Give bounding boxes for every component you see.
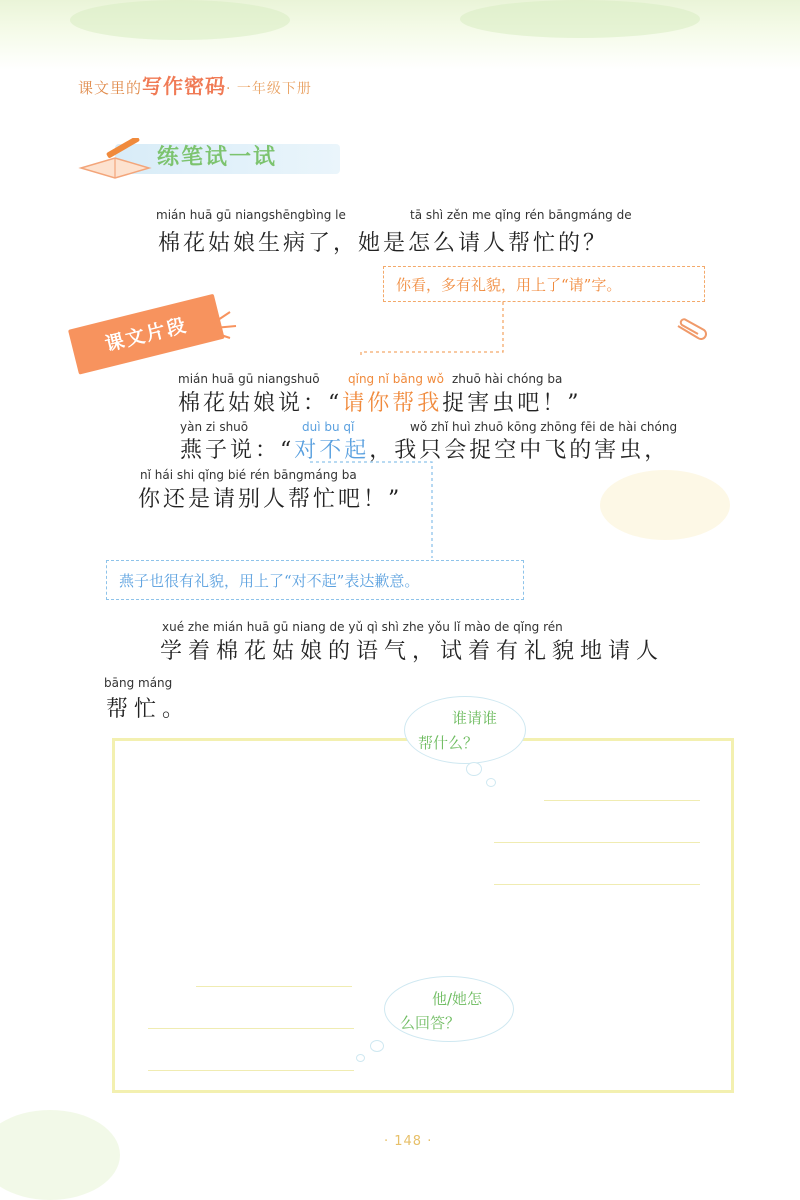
leaf-decoration bbox=[600, 470, 730, 540]
connector-line bbox=[300, 460, 440, 562]
task-pinyin-1: xué zhe mián huā gū niang de yǔ qì shì zhe yǒu lǐ mào de qǐng rén bbox=[162, 620, 563, 634]
writing-line bbox=[494, 842, 700, 843]
writing-area[interactable] bbox=[112, 738, 734, 1093]
excerpt-l2-pinyin-c: wǒ zhǐ huì zhuō kōng zhōng fēi de hài chóng bbox=[410, 420, 678, 434]
leaf-decoration bbox=[0, 1110, 120, 1200]
excerpt-l1 bbox=[178, 386, 582, 417]
excerpt-l1-pinyin-c: zhuō hài chóng ba bbox=[452, 372, 563, 386]
excerpt-l2-pinyin-b: duì bu qǐ bbox=[302, 420, 355, 434]
section-title-banner bbox=[75, 138, 300, 180]
writing-line bbox=[148, 1070, 354, 1071]
excerpt-l2-pinyin-a: yàn zi shuō bbox=[180, 420, 249, 434]
section-title: 练笔试一试 bbox=[157, 145, 278, 170]
writing-line bbox=[544, 800, 700, 801]
excerpt-l1-a: 棉花姑娘说：“ bbox=[178, 391, 343, 416]
excerpt-l3: 你还是请别人帮忙吧！” bbox=[138, 487, 403, 512]
sparkle-lines bbox=[208, 306, 240, 340]
question-pinyin-a: mián huā gū niangshēngbìng le bbox=[156, 208, 346, 222]
bubble-dot bbox=[466, 762, 482, 776]
bubble-dot bbox=[486, 778, 496, 787]
task-text-2: 帮忙。 bbox=[106, 697, 191, 722]
leaf-decoration bbox=[460, 0, 700, 38]
bubble-dot bbox=[356, 1054, 365, 1062]
excerpt-l1-c: 捉害虫吧！” bbox=[442, 391, 582, 416]
excerpt-l2-c: ，我只会捉空中飞的害虫， bbox=[369, 438, 670, 463]
question-pinyin-b: tā shì zěn me qǐng rén bāngmáng de bbox=[410, 208, 632, 222]
book-header bbox=[78, 70, 312, 99]
excerpt-l2-highlight: 对不起 bbox=[294, 438, 370, 463]
bubble-dot bbox=[370, 1040, 384, 1052]
book-pencil-icon bbox=[75, 138, 155, 180]
bubble-2-line2: 么回答？ bbox=[400, 1014, 461, 1032]
writing-line bbox=[494, 884, 700, 885]
apology-note: 燕子也很有礼貌，用上了“对不起”表达歉意。 bbox=[106, 560, 524, 600]
task-pinyin-2: bāng máng bbox=[104, 676, 173, 690]
task-text-1: 学着棉花姑娘的语气，试着有礼貌地请人 bbox=[160, 639, 665, 664]
bubble-2-line1: 他/她怎 bbox=[432, 990, 483, 1008]
excerpt-l1-pinyin-a: mián huā gū niangshuō bbox=[178, 372, 320, 386]
connector-line bbox=[355, 300, 515, 360]
header-part1: 课文里的 bbox=[78, 79, 143, 97]
header-part3: · 一年级下册 bbox=[226, 81, 312, 97]
paperclip-icon bbox=[674, 318, 708, 344]
excerpt-l1-pinyin-b: qǐng nǐ bāng wǒ bbox=[348, 372, 444, 386]
excerpt-l2-a: 燕子说：“ bbox=[180, 438, 295, 463]
writing-line bbox=[196, 986, 352, 987]
excerpt-l1-highlight: 请你帮我 bbox=[342, 391, 443, 416]
writing-line bbox=[148, 1028, 354, 1029]
header-part2: 写作密码 bbox=[142, 74, 227, 98]
bubble-1-line1: 谁请谁 bbox=[452, 709, 498, 727]
politeness-note: 你看，多有礼貌，用上了“请”字。 bbox=[383, 266, 705, 302]
question-text: 棉花姑娘生病了，她是怎么请人帮忙的？ bbox=[158, 231, 609, 256]
excerpt-badge-label: 课文片段 bbox=[102, 314, 190, 356]
bubble-1-line2: 帮什么？ bbox=[418, 734, 479, 752]
page-number: · 148 · bbox=[384, 1134, 433, 1149]
leaf-decoration bbox=[70, 0, 290, 40]
excerpt-l3-pinyin: nǐ hái shi qǐng bié rén bāngmáng ba bbox=[140, 468, 357, 482]
